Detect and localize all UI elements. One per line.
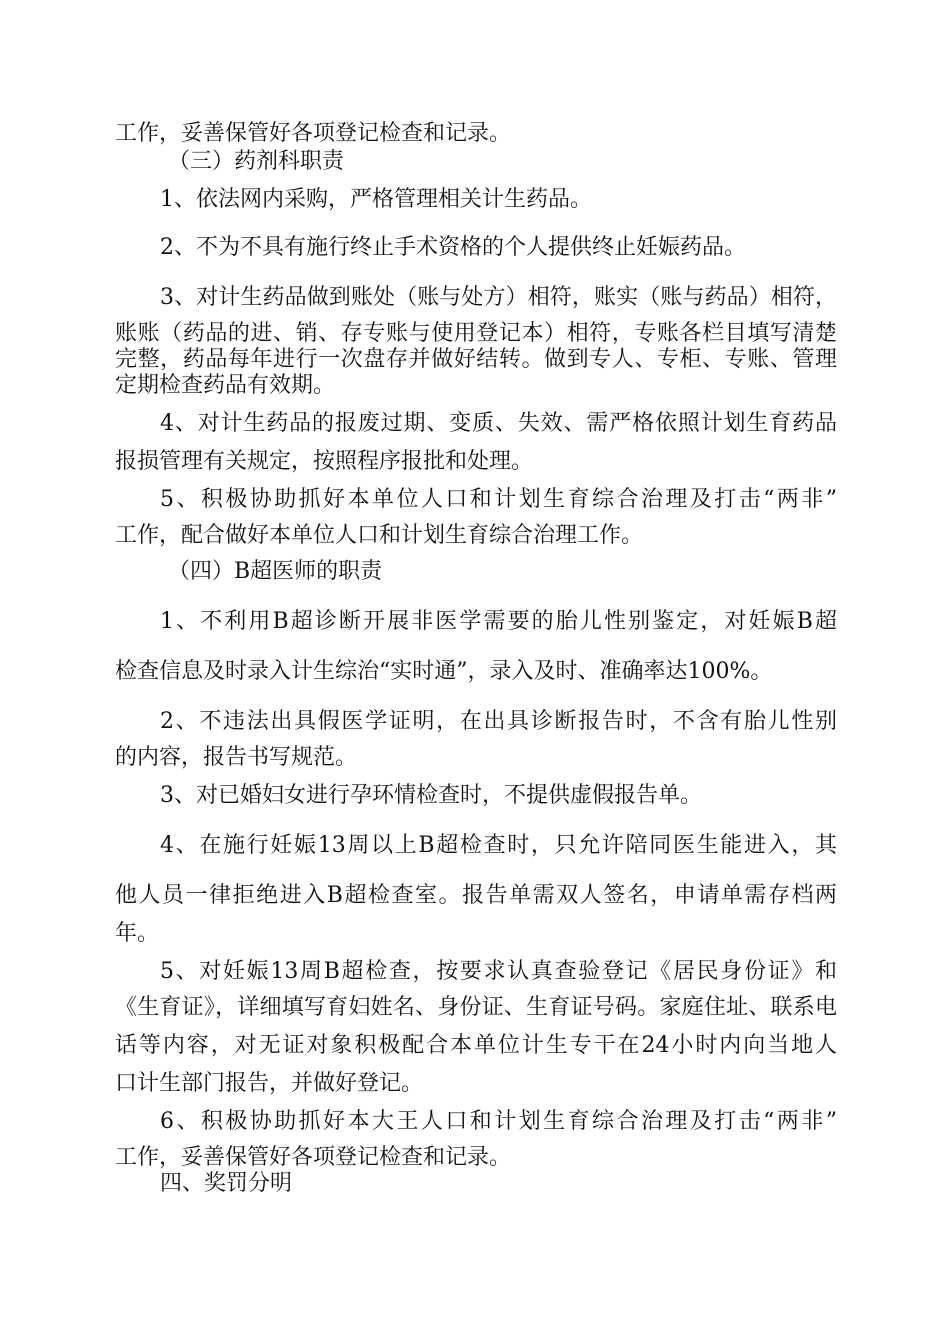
paragraph-line: 口计生部门报告，并做好登记。 — [115, 1071, 424, 1096]
paragraph-line: 话等内容，对无证对象积极配合本单位计生专干在24小时内向当地人 — [115, 1033, 837, 1058]
paragraph-line: 5、对妊娠13周B超检查，按要求认真查验登记《居民身份证》和 — [160, 959, 837, 984]
paragraph-line: 报损管理有关规定，按照程序报批和处理。 — [115, 449, 534, 474]
paragraph-line: 的内容，报告书写规范。 — [115, 745, 358, 770]
paragraph-line: 5、积极协助抓好本单位人口和计划生育综合治理及打击“两非” — [160, 487, 837, 512]
paragraph-line: 2、不违法出具假医学证明，在出具诊断报告时，不含有胎儿性别 — [160, 709, 837, 734]
paragraph-line: 定期检查药品有效期。 — [115, 373, 336, 398]
section-heading-pharmacy: （三）药剂科职责 — [168, 149, 345, 174]
paragraph-line: 3、对计生药品做到账处（账与处方）相符，账实（账与药品）相符， — [160, 285, 837, 310]
paragraph-line: 4、在施行妊娠13周以上B超检查时，只允许陪同医生能进入，其 — [160, 833, 837, 858]
paragraph-line: 工作，配合做好本单位人口和计划生育综合治理工作。 — [115, 523, 644, 548]
paragraph-line: 1、不利用B超诊断开展非医学需要的胎儿性别鉴定，对妊娠B超 — [160, 609, 837, 634]
paragraph-line: 3、对已婚妇女进行孕环情检查时，不提供虚假报告单。 — [160, 783, 702, 808]
section-heading-b-ultrasound: （四）B超医师的职责 — [168, 559, 383, 584]
paragraph-line: 他人员一律拒绝进入B超检查室。报告单需双人签名，申请单需存档两 — [115, 883, 837, 908]
paragraph-line: 年。 — [115, 921, 160, 946]
paragraph-line: 2、不为不具有施行终止手术资格的个人提供终止妊娠药品。 — [160, 235, 746, 260]
paragraph-line: 完整，药品每年进行一次盘存并做好结转。做到专人、专柜、专账、管理 — [115, 347, 837, 372]
paragraph-line: 6、积极协助抓好本大王人口和计划生育综合治理及打击“两非” — [160, 1109, 837, 1134]
paragraph-line: 检查信息及时录入计生综治“实时通”，录入及时、准确率达100%。 — [115, 659, 773, 684]
paragraph-line: 工作，妥善保管好各项登记检查和记录。 — [115, 1145, 512, 1170]
paragraph-line: 《生育证》，详细填写育妇姓名、身份证、生育证号码。家庭住址、联系电 — [115, 995, 837, 1020]
paragraph-line: 工作，妥善保管好各项登记检查和记录。 — [115, 121, 512, 146]
paragraph-line: 4、对计生药品的报废过期、变质、失效、需严格依照计划生育药品 — [160, 411, 837, 436]
paragraph-line: 1、依法网内采购，严格管理相关计生药品。 — [160, 187, 592, 212]
section-heading-rewards: 四、奖罚分明 — [160, 1171, 293, 1196]
paragraph-line: 账账（药品的进、销、存专账与使用登记本）相符，专账各栏目填写清楚 — [115, 321, 837, 346]
